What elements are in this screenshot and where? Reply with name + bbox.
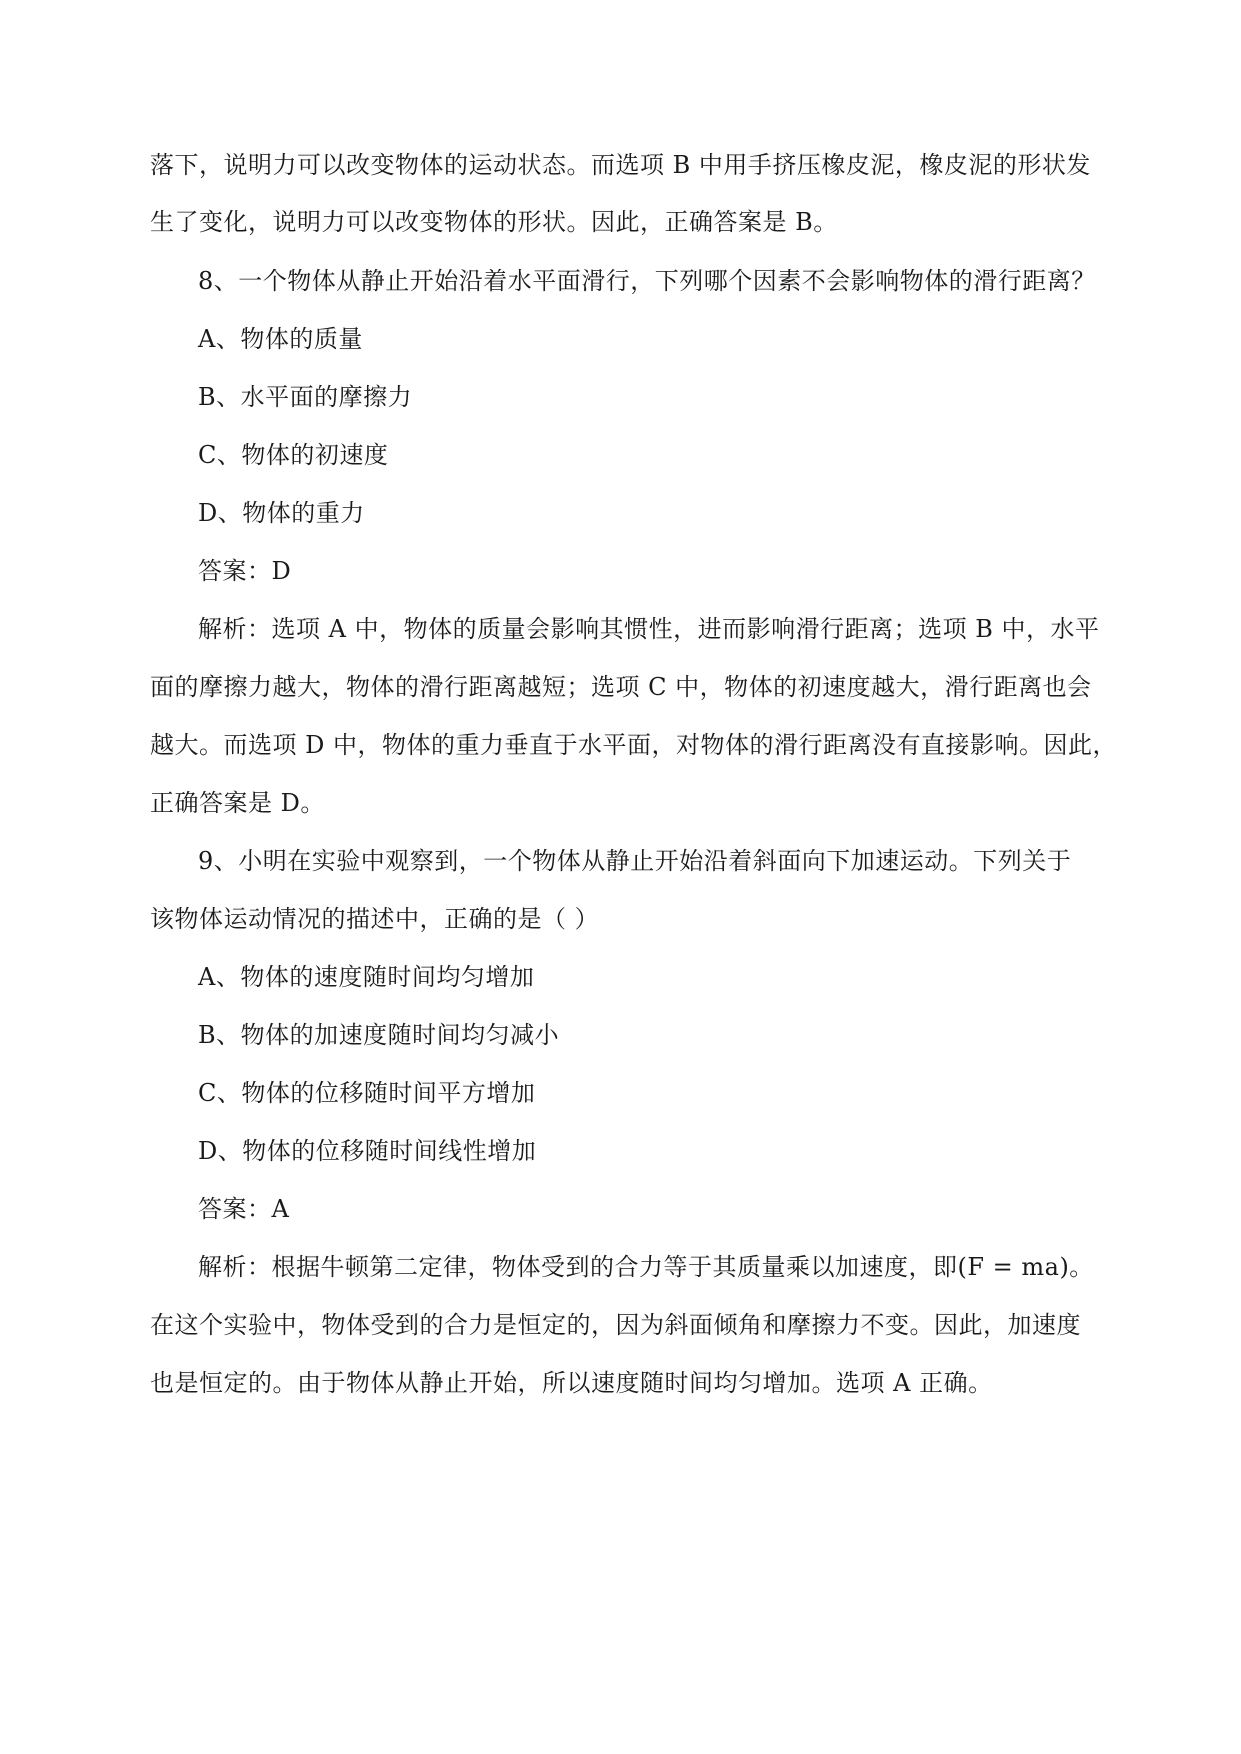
- question-8-option-c: C、物体的初速度: [198, 441, 389, 469]
- question-8-explanation: 正确答案是 D。: [150, 789, 325, 817]
- question-8-explanation: 面的摩擦力越大，物体的滑行距离越短；选项 C 中，物体的初速度越大，滑行距离也会: [150, 673, 1092, 701]
- question-9-explanation: 在这个实验中，物体受到的合力是恒定的，因为斜面倾角和摩擦力不变。因此，加速度: [150, 1311, 1081, 1339]
- text-line: 落下，说明力可以改变物体的运动状态。而选项 B 中用手挤压橡皮泥，橡皮泥的形状发: [150, 151, 1091, 179]
- question-8-explanation: 解析：选项 A 中，物体的质量会影响其惯性，进而影响滑行距离；选项 B 中，水平: [198, 615, 1100, 643]
- question-8-stem: 8、一个物体从静止开始沿着水平面滑行，下列哪个因素不会影响物体的滑行距离？: [198, 267, 1096, 295]
- question-8-answer: 答案：D: [198, 557, 292, 585]
- question-9-explanation: 也是恒定的。由于物体从静止开始，所以速度随时间均匀增加。选项 A 正确。: [150, 1369, 993, 1397]
- question-8-explanation: 越大。而选项 D 中，物体的重力垂直于水平面，对物体的滑行距离没有直接影响。因此，: [150, 731, 1117, 759]
- question-9-option-b: B、物体的加速度随时间均匀减小: [198, 1021, 560, 1049]
- question-9-option-d: D、物体的位移随时间线性增加: [198, 1137, 537, 1165]
- question-9-stem: 该物体运动情况的描述中，正确的是（ ）: [150, 905, 600, 933]
- question-8-option-a: A、物体的质量: [198, 325, 363, 353]
- question-8-option-d: D、物体的重力: [198, 499, 365, 527]
- question-9-answer: 答案：A: [198, 1195, 290, 1223]
- text-line: 生了变化，说明力可以改变物体的形状。因此，正确答案是 B。: [150, 208, 838, 236]
- question-8-option-b: B、水平面的摩擦力: [198, 383, 413, 411]
- question-9-explanation: 解析：根据牛顿第二定律，物体受到的合力等于其质量乘以加速度，即(F = ma)。: [198, 1253, 1094, 1281]
- question-9-stem: 9、小明在实验中观察到，一个物体从静止开始沿着斜面向下加速运动。下列关于: [198, 847, 1072, 875]
- question-9-option-c: C、物体的位移随时间平方增加: [198, 1079, 536, 1107]
- question-9-option-a: A、物体的速度随时间均匀增加: [198, 963, 535, 991]
